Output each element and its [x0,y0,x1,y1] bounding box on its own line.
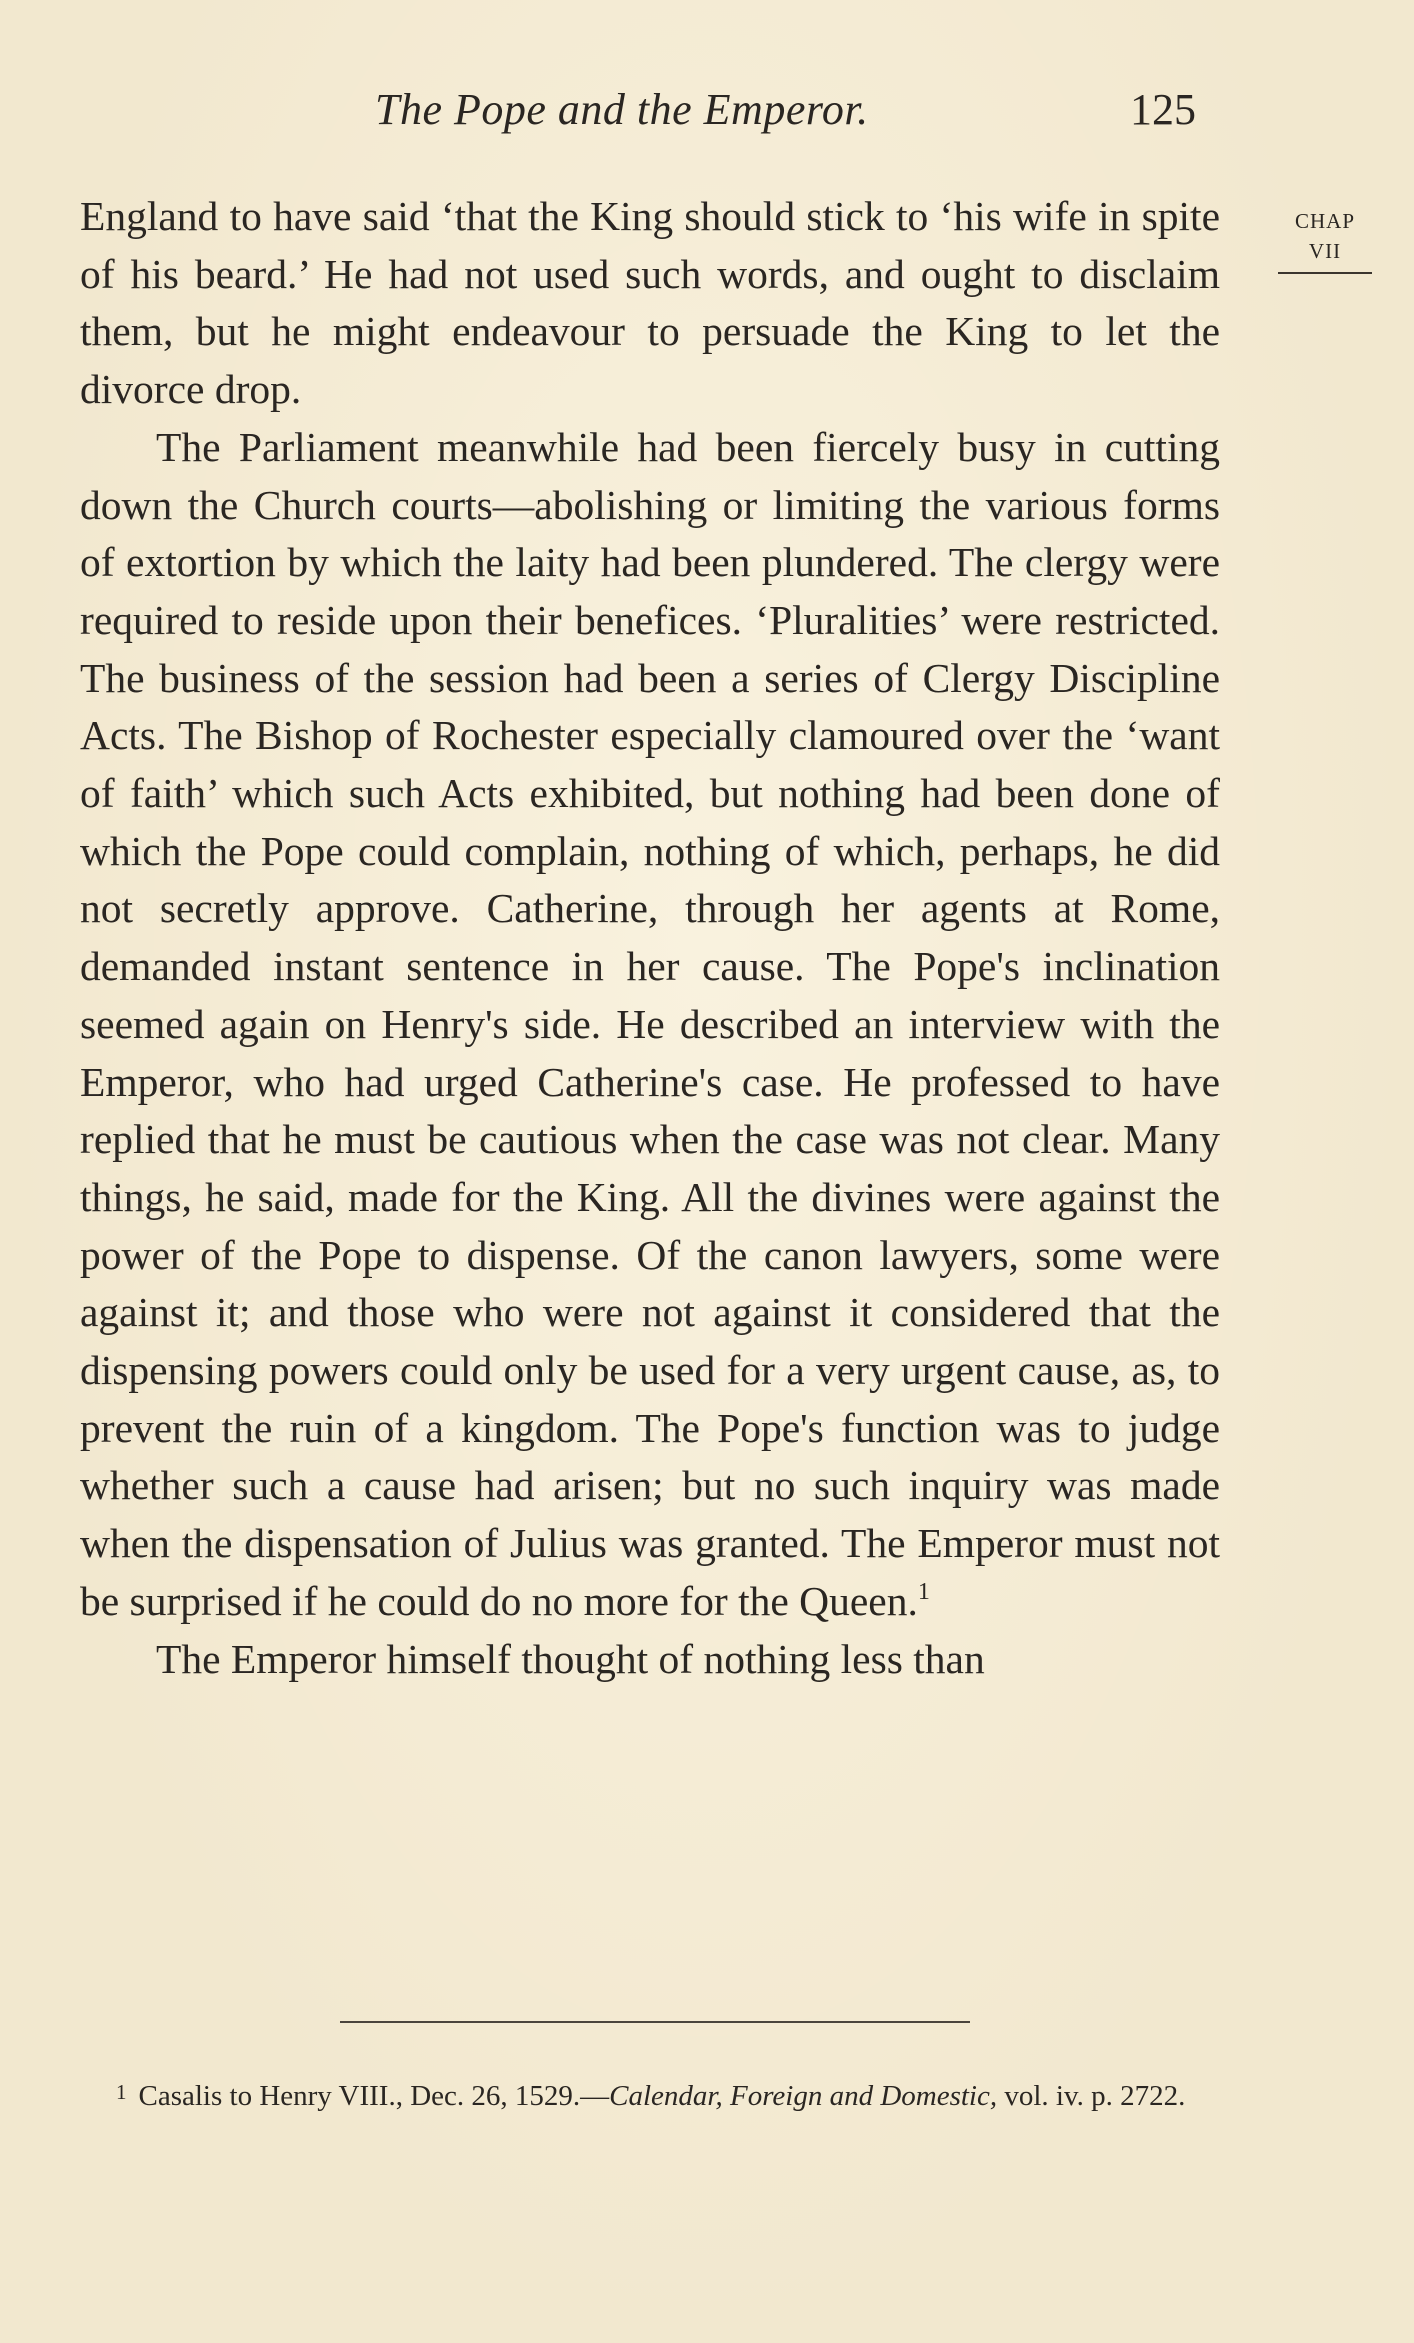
paragraph-continued: England to have said ‘that the King should stick to ‘his wife in spite of his beard.’ He had not used such words, and ought to disclaim them, but he might endeavour to persuade the King to let the divorce drop. [80,193,1220,413]
running-title: The Pope and the Emperor. [375,85,869,134]
footnote [80,2068,1220,2121]
paragraph-parliament-text: The Parliament meanwhile had been fiercely busy in cutting down the Church courts—abolishing or limiting the various forms of extortion by which the laity had been plundered. The clergy were required to reside upon their benefices. ‘Pluralities’ were restricted. The business of the session had been a series of Clergy Discipline Acts. The Bishop of Rochester especially clamoured over the ‘want of faith’ which such Acts exhibited, but nothing had been done of which the Pope could complain, nothing of which, perhaps, he did not secretly approve. Catherine, through her agents at Rome, demanded instant sentence in her cause. The Pope's inclination seemed again on Henry's side. He described an interview with the Emperor, who had urged Catherine's case. He professed to have replied that he must be cautious when the case was not clear. Many things, he said, made for the King. All the divines were against the power of the Pope to dispense. Of the canon lawyers, some were against it; and those who were not against it considered that the dispensing powers could only be used for a very urgent cause, as, to prevent the ruin of a kingdom. The Pope's function was to judge whether such a cause had arisen; but no such inquiry was made when the dispensation of Julius was granted. The Emperor must not be surprised if he could do no more for the Queen. [80,423,1220,1624]
footnote-citation: Casalis to Henry VIII., Dec. 26, 1529.— [138,2080,610,2112]
chapter-number: VII [1308,239,1342,263]
chapter-label: CHAP [1294,209,1356,233]
page-number: 125 [1130,85,1196,134]
paragraph-parliament [80,419,1220,1631]
footnote-source-title: Calendar, Foreign and Domestic, [609,2080,998,2112]
body-text [80,188,1220,1688]
footnote-volume: vol. iv. p. 2722. [997,2080,1186,2112]
footnote-number: 1 [116,2080,127,2104]
chapter-margin-note [1278,206,1372,274]
paragraph-emperor: The Emperor himself thought of nothing less than [156,1635,985,1682]
footnote-divider [340,2021,970,2023]
footnote-reference: 1 [917,1578,930,1605]
margin-note-rule [1278,272,1372,274]
